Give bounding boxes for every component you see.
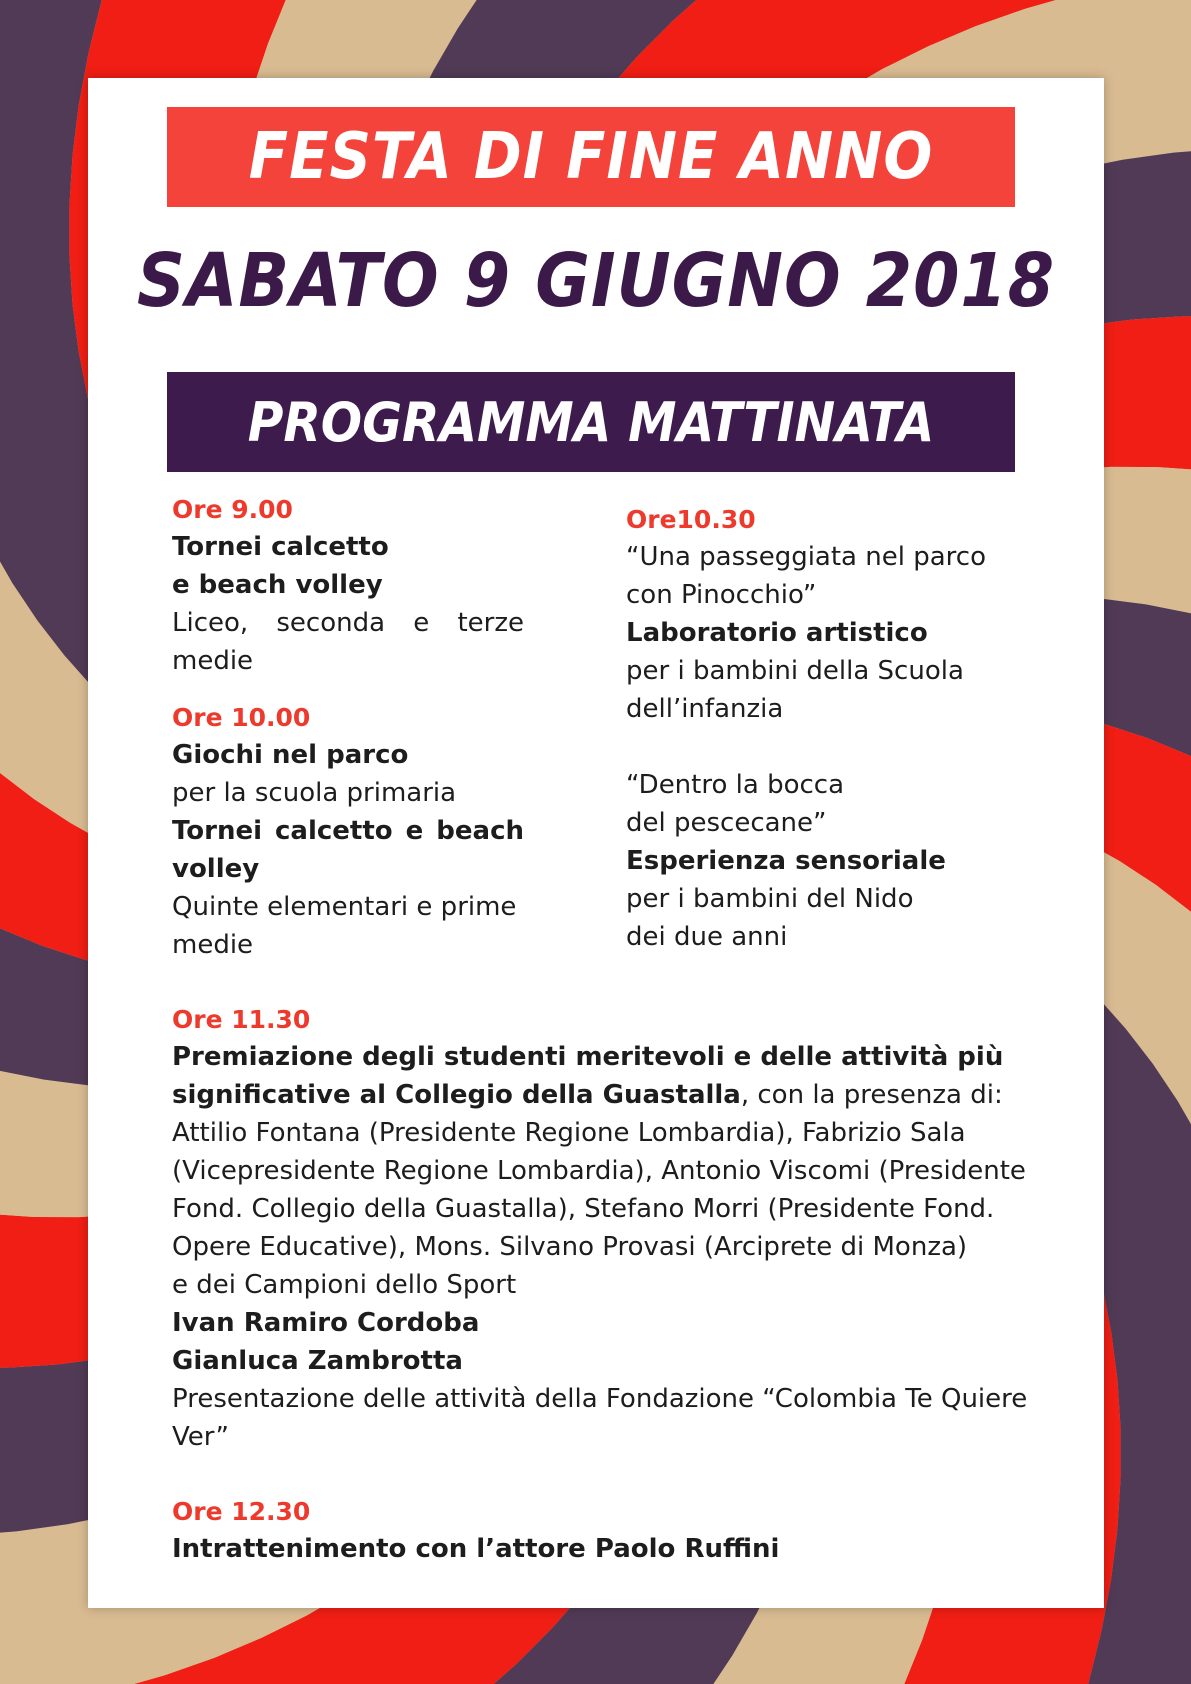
activity-description: medie xyxy=(172,646,254,676)
activity-quote: “Dentro la bocca xyxy=(626,770,845,800)
guest-line: Fond. Collegio della Guastalla), Stefano Morri (Presidente Fond. xyxy=(172,1194,995,1224)
activity-title: volley xyxy=(172,854,260,884)
award-title: significative al Collegio della Guastalla xyxy=(172,1080,741,1110)
champion-name: Ivan Ramiro Cordoba xyxy=(172,1308,480,1338)
event-title: FESTA DI FINE ANNO xyxy=(248,120,934,194)
bottom-section xyxy=(172,1002,1052,1568)
activity-description: per la scuola primaria xyxy=(172,778,457,808)
activity-title: e beach volley xyxy=(172,570,383,600)
presentation-line: Ver” xyxy=(172,1422,230,1452)
activity-quote: con Pinocchio” xyxy=(626,580,817,610)
time-label: Ore10.30 xyxy=(626,505,756,534)
guest-line: Attilio Fontana (Presidente Regione Lombardia), Fabrizio Sala xyxy=(172,1118,966,1148)
activity-description: medie xyxy=(172,930,254,960)
award-title: Premiazione degli studenti meritevoli e delle attività più xyxy=(172,1042,1004,1072)
guest-line: Opere Educative), Mons. Silvano Provasi (Arciprete di Monza) xyxy=(172,1232,968,1262)
activity-title: Intrattenimento con l’attore Paolo Ruffini xyxy=(172,1534,780,1564)
time-label: Ore 9.00 xyxy=(172,495,293,524)
award-title-line xyxy=(172,1076,1052,1114)
activity-title: Giochi nel parco xyxy=(172,740,409,770)
activity-description: per i bambini del Nido xyxy=(626,884,914,914)
program-card xyxy=(88,78,1104,1608)
award-intro: , con la presenza di: xyxy=(740,1080,1003,1110)
left-column xyxy=(172,492,524,964)
time-label: Ore 11.30 xyxy=(172,1005,311,1034)
right-column xyxy=(626,502,1056,956)
activity-description: dell’infanzia xyxy=(626,694,784,724)
activity-title: Tornei calcetto xyxy=(172,532,389,562)
activity-title: Esperienza sensoriale xyxy=(626,846,946,876)
title-banner xyxy=(167,107,1015,207)
activity-title: Laboratorio artistico xyxy=(626,618,928,648)
guest-line: e dei Campioni dello Sport xyxy=(172,1270,517,1300)
time-label: Ore 12.30 xyxy=(172,1497,311,1526)
presentation-line: Presentazione delle attività della Fondazione “Colombia Te Quiere xyxy=(172,1384,1028,1414)
event-date: SABATO 9 GIUGNO 2018 xyxy=(136,238,1056,324)
activity-title: Tornei calcetto e beach xyxy=(172,816,524,846)
program-banner xyxy=(167,372,1015,472)
activity-quote: del pescecane” xyxy=(626,808,827,838)
activity-description: dei due anni xyxy=(626,922,788,952)
activity-quote: “Una passeggiata nel parco xyxy=(626,542,986,572)
guest-line: (Vicepresidente Regione Lombardia), Antonio Viscomi (Presidente xyxy=(172,1156,1026,1186)
program-title: PROGRAMMA MATTINATA xyxy=(247,390,935,454)
time-label: Ore 10.00 xyxy=(172,703,311,732)
activity-description: Liceo, seconda e terze xyxy=(172,608,524,638)
champion-name: Gianluca Zambrotta xyxy=(172,1346,463,1376)
activity-description: per i bambini della Scuola xyxy=(626,656,964,686)
activity-description: Quinte elementari e prime xyxy=(172,892,517,922)
